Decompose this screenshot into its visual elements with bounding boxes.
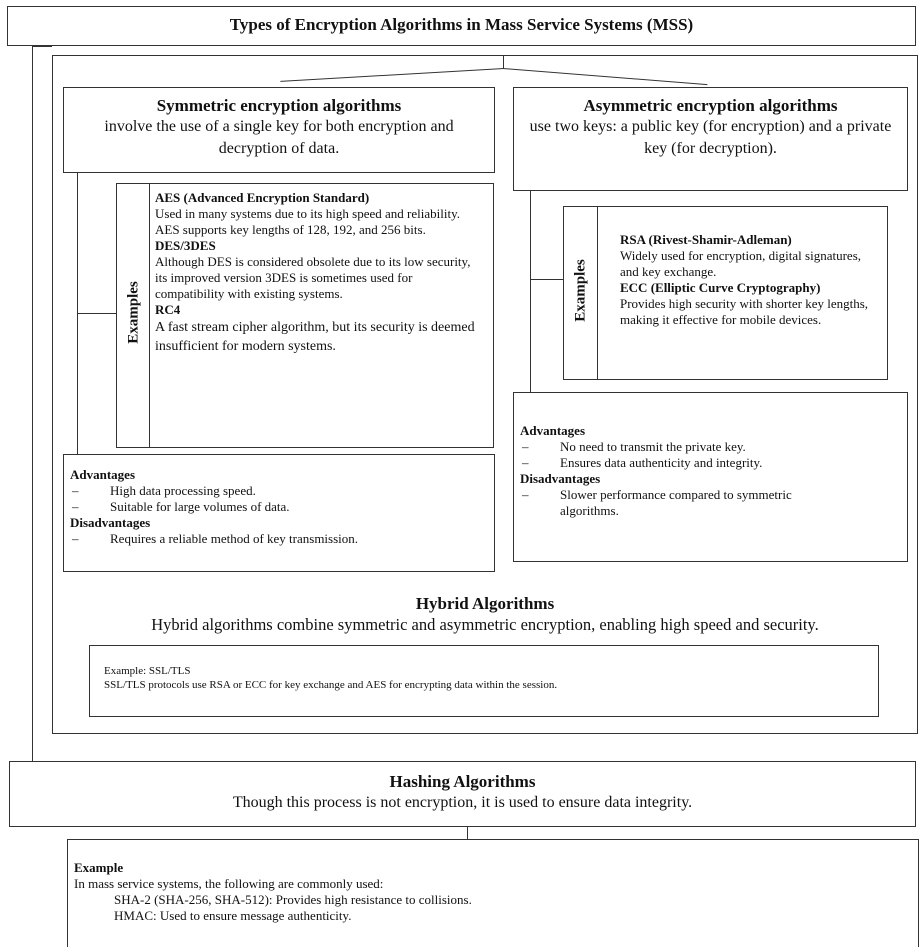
asymmetric-advantage-2: Ensures data authenticity and integrity.: [560, 455, 763, 470]
symmetric-advantages-label: Advantages: [70, 467, 136, 482]
connector-hashing-example: [467, 826, 468, 839]
asymmetric-examples-divider: [597, 207, 598, 380]
list-item: [70, 499, 486, 515]
dash: –: [522, 487, 529, 502]
dash: –: [72, 531, 79, 546]
main-title-box: [7, 6, 916, 46]
example-rsa-name: RSA (Rivest-Shamir-Adleman): [620, 232, 792, 247]
asymmetric-disadvantage-1: Slower performance compared to symmetric algorithms.: [560, 487, 792, 518]
symmetric-examples-divider: [149, 184, 150, 448]
hybrid-example-title: Example: SSL/TLS: [104, 665, 191, 677]
example-des-name: DES/3DES: [155, 238, 216, 253]
hashing-example-box: [67, 839, 919, 947]
connector-title-left: [32, 46, 33, 766]
hybrid-desc: Hybrid algorithms combine symmetric and asymmetric encryption, enabling high speed and security.: [151, 615, 819, 634]
list-item: [520, 439, 899, 455]
asymmetric-pros-cons-box: [513, 392, 908, 562]
symmetric-examples-box: [116, 183, 494, 448]
asymmetric-examples-label: Examples: [572, 259, 589, 322]
symmetric-advantage-2: Suitable for large volumes of data.: [110, 499, 290, 514]
dash: –: [72, 499, 79, 514]
list-item: [70, 483, 486, 499]
list-item: [70, 531, 486, 547]
example-des-text: Although DES is considered obsolete due to its low security, its improved version 3DES is sometimes used for compatibility with existing systems.: [155, 254, 471, 301]
example-ecc-text: Provides high security with shorter key lengths, making it effective for mobile devices.: [620, 296, 869, 327]
hashing-box: [9, 761, 916, 827]
hybrid-example-box: [89, 645, 879, 717]
hashing-example-label: Example: [74, 860, 124, 875]
example-aes-text: Used in many systems due to its high speed and reliability. AES supports key lengths of 128, 192, and 256 bits.: [155, 206, 460, 237]
example-rsa-text: Widely used for encryption, digital signatures, and key exchange.: [620, 248, 862, 279]
asymmetric-examples-box: [563, 206, 888, 380]
dash: –: [522, 455, 529, 470]
symmetric-advantage-1: High data processing speed.: [110, 483, 256, 498]
symmetric-pros-cons-box: [63, 454, 495, 572]
list-item: [520, 487, 899, 519]
dash: –: [522, 439, 529, 454]
hashing-example-intro: In mass service systems, the following are commonly used:: [74, 876, 384, 891]
hashing-example-sha2: SHA-2 (SHA-256, SHA-512): Provides high resistance to collisions.: [114, 892, 472, 907]
hybrid-example-text: SSL/TLS protocols use RSA or ECC for key exchange and AES for encrypting data within the session.: [104, 679, 558, 691]
asymmetric-box: [513, 87, 908, 191]
symmetric-examples-label: Examples: [125, 281, 142, 344]
hybrid-heading: Hybrid Algorithms: [415, 594, 555, 613]
asymmetric-advantages-label: Advantages: [520, 423, 586, 438]
example-rc4-text: A fast stream cipher algorithm, but its security is deemed insufficient for modern systems.: [155, 320, 475, 354]
symmetric-desc: involve the use of a single key for both encryption and decryption of data.: [104, 118, 454, 157]
symmetric-disadvantage-1: Requires a reliable method of key transmission.: [110, 531, 359, 546]
connector-title-inner: [32, 46, 52, 47]
hashing-desc: Though this process is not encryption, it is used to ensure data integrity.: [232, 794, 693, 811]
asymmetric-desc: use two keys: a public key (for encryption) and a private key (for decryption).: [529, 118, 892, 157]
symmetric-examples-list: [155, 190, 485, 356]
symmetric-box: [63, 87, 495, 173]
list-item: [520, 455, 899, 471]
hybrid-section: [56, 594, 914, 636]
dash: –: [72, 483, 79, 498]
example-ecc-name: ECC (Elliptic Curve Cryptography): [620, 280, 821, 295]
asymmetric-heading: Asymmetric encryption algorithms: [583, 96, 838, 115]
symmetric-heading: Symmetric encryption algorithms: [156, 96, 402, 115]
example-rc4-name: RC4: [155, 302, 181, 317]
symmetric-disadvantages-label: Disadvantages: [70, 515, 151, 530]
hashing-heading: Hashing Algorithms: [389, 772, 536, 791]
hashing-example-hmac: HMAC: Used to ensure message authenticity.: [114, 908, 352, 923]
asymmetric-disadvantages-label: Disadvantages: [520, 471, 601, 486]
example-aes-name: AES (Advanced Encryption Standard): [155, 190, 370, 205]
asymmetric-examples-list: [620, 232, 882, 328]
main-title: Types of Encryption Algorithms in Mass Service Systems (MSS): [229, 15, 694, 34]
asymmetric-advantage-1: No need to transmit the private key.: [560, 439, 746, 454]
